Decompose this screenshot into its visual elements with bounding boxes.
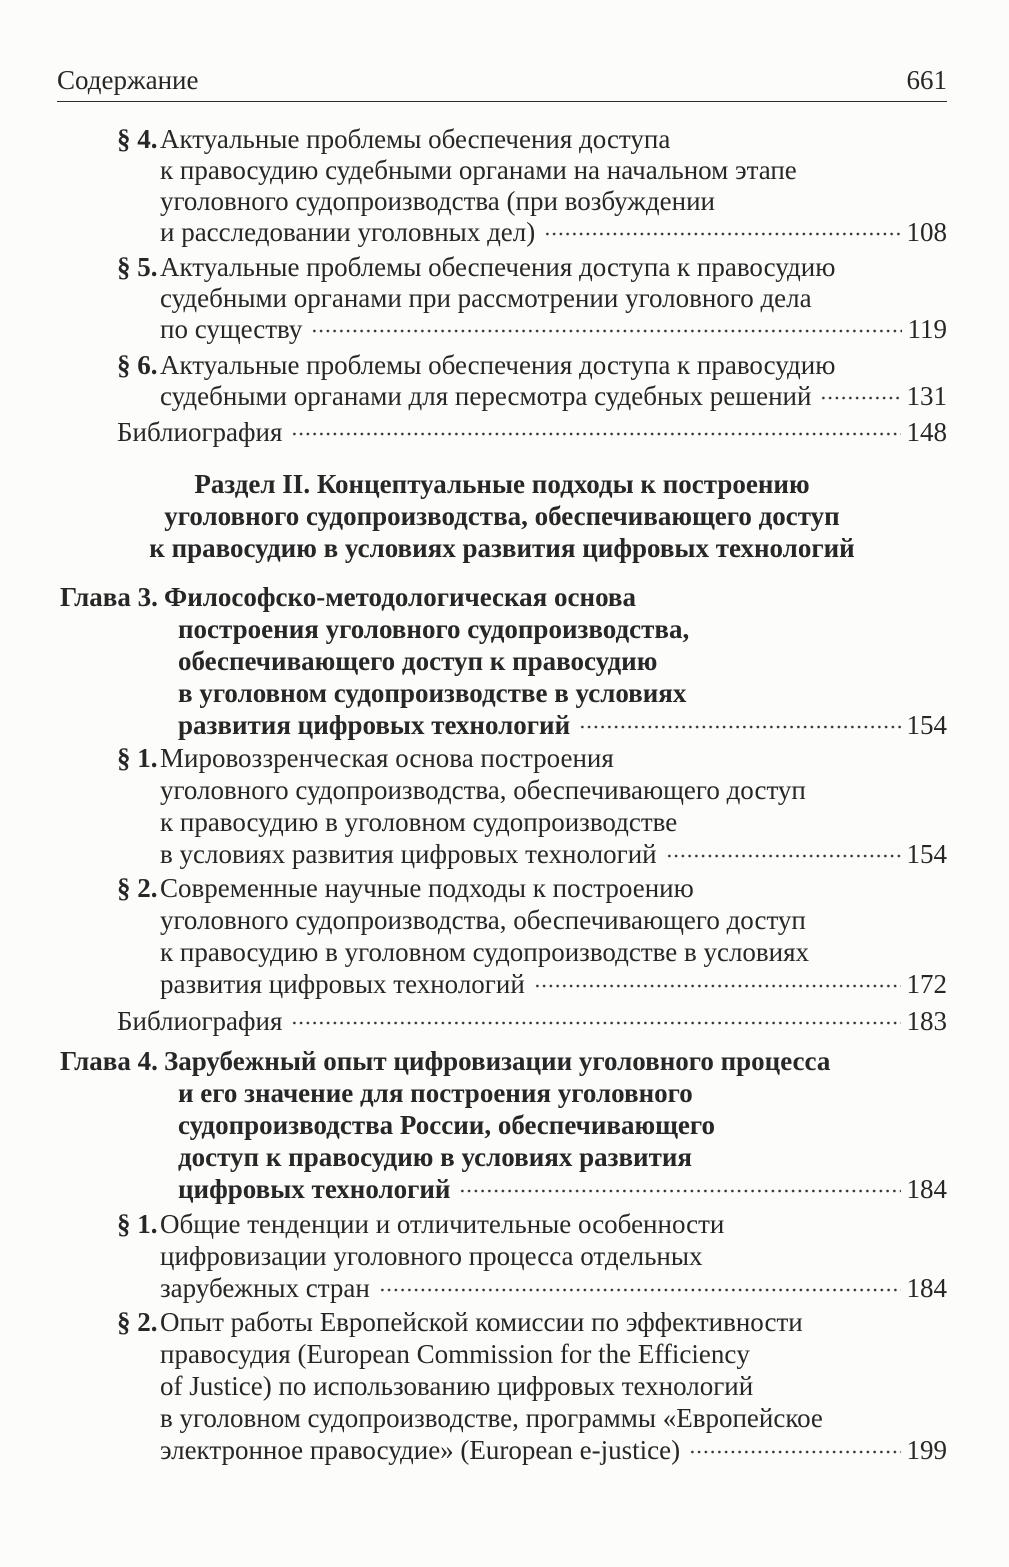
toc-page-number: 172 — [906, 969, 947, 999]
paragraph-title-text: Общие тенденции и отличительные особенности — [160, 1209, 725, 1239]
paragraph-number: § 5. — [117, 252, 158, 282]
toc-bibliography — [0, 1005, 1009, 1037]
dot-leader — [459, 1173, 900, 1205]
toc-chapter-3-paragraph-1 — [0, 742, 1009, 870]
paragraph-title-line: цифровизации уголовного процесса отдельных — [160, 1241, 703, 1271]
chapter-title-line — [0, 1045, 1009, 1077]
toc-page-number: 184 — [906, 1174, 947, 1204]
toc-paragraph-6 — [0, 350, 1009, 412]
toc-paragraph-4 — [0, 124, 1009, 248]
paragraph-title-text: Современные научные подходы к построению — [160, 873, 694, 903]
paragraph-title-line — [0, 1272, 1009, 1304]
paragraph-title-line — [0, 1434, 1009, 1466]
paragraph-title-line: к правосудию судебными органами на начальном этапе — [160, 155, 797, 185]
toc-page-number: 119 — [907, 314, 947, 344]
dot-leader — [579, 709, 900, 741]
paragraph-title-text: электронное правосудие» (European e-justice) — [160, 1435, 681, 1465]
chapter-title-line: и его значение для построения уголовного — [178, 1078, 693, 1108]
paragraph-title-text: судебными органами для пересмотра судебных решений — [160, 381, 812, 411]
paragraph-title-line: уголовного судопроизводства (при возбуждении — [160, 186, 715, 216]
paragraph-number: § 4. — [117, 124, 158, 154]
paragraph-title-line — [0, 838, 1009, 870]
chapter-title-text: развития цифровых технологий — [178, 710, 571, 740]
paragraph-number: § 1. — [117, 743, 158, 773]
paragraph-title-line — [0, 1208, 1009, 1240]
paragraph-title-line — [0, 217, 1009, 248]
dot-leader — [534, 968, 901, 1000]
section-heading-line: уголовного судопроизводства, обеспечивающего доступ — [164, 501, 840, 531]
dot-leader — [379, 1272, 901, 1304]
paragraph-title-text: Актуальные проблемы обеспечения доступа — [160, 124, 671, 154]
section-heading-line: Раздел II. Концептуальные подходы к построению — [194, 469, 810, 499]
paragraph-title-text: Актуальные проблемы обеспечения доступа к правосудию — [160, 350, 836, 380]
toc-bibliography — [0, 417, 1009, 448]
chapter-title-text: Философско-методологическая основа — [164, 582, 636, 612]
paragraph-title-line: к правосудию в уголовном судопроизводстве — [160, 807, 678, 837]
paragraph-title-line: судебными органами при рассмотрении уголовного дела — [160, 283, 812, 313]
toc-page-number: 199 — [906, 1435, 947, 1465]
toc-page-number: 183 — [906, 1006, 947, 1036]
chapter-title-line: судопроизводства России, обеспечивающего — [178, 1110, 715, 1140]
dot-leader — [820, 381, 900, 412]
paragraph-title-line — [0, 252, 1009, 283]
paragraph-title-line: уголовного судопроизводства, обеспечивающего доступ — [160, 775, 806, 805]
chapter-title-line: доступ к правосудию в условиях развития — [178, 1142, 693, 1172]
chapter-title-line — [0, 1173, 1009, 1205]
paragraph-title-line — [0, 381, 1009, 412]
dot-leader — [291, 1005, 900, 1037]
toc-page-number: 131 — [906, 381, 947, 411]
paragraph-title-line — [0, 968, 1009, 1000]
chapter-number: Глава 3. — [60, 582, 158, 612]
paragraph-title-text: по существу — [160, 314, 303, 344]
paragraph-title-text: Актуальные проблемы обеспечения доступа к правосудию — [160, 252, 836, 282]
paragraph-number: § 1. — [117, 1209, 158, 1239]
toc-page-number: 154 — [906, 710, 947, 740]
chapter-title-line: построения уголовного судопроизводства, — [178, 614, 690, 644]
paragraph-title-line — [0, 742, 1009, 774]
toc-page-number: 154 — [906, 839, 947, 869]
paragraph-title-text: в условиях развития цифровых технологий — [160, 839, 657, 869]
paragraph-title-text: Мировоззренческая основа построения — [160, 743, 614, 773]
paragraph-number: § 6. — [117, 350, 158, 380]
chapter-title-line: в уголовном судопроизводстве в условиях — [178, 678, 687, 708]
page-number: 661 — [906, 65, 947, 95]
dot-leader — [311, 314, 901, 345]
dot-leader — [291, 417, 900, 448]
bibliography-line — [0, 417, 1009, 448]
toc-page-number: 184 — [906, 1273, 947, 1303]
toc-page-number: 148 — [906, 417, 947, 447]
paragraph-title-text: зарубежных стран — [160, 1273, 370, 1303]
dot-leader — [689, 1434, 900, 1466]
toc-chapter-4 — [0, 1045, 1009, 1205]
dot-leader — [666, 838, 901, 870]
paragraph-title-line: уголовного судопроизводства, обеспечивающего доступ — [160, 905, 806, 935]
running-header-title: Содержание — [57, 65, 199, 95]
section-heading — [0, 468, 1009, 564]
toc-chapter-3-paragraph-2 — [0, 872, 1009, 1000]
paragraph-title-line: в уголовном судопроизводстве, программы «Европейское — [160, 1403, 823, 1433]
toc-chapter-4-paragraph-2 — [0, 1306, 1009, 1466]
toc-paragraph-5 — [0, 252, 1009, 345]
paragraph-title-text: развития цифровых технологий — [160, 969, 525, 999]
chapter-number: Глава 4. — [60, 1046, 158, 1076]
paragraph-title-line — [0, 872, 1009, 904]
toc-chapter-4-paragraph-1 — [0, 1208, 1009, 1304]
paragraph-title-line: к правосудию в уголовном судопроизводстве в условиях — [160, 937, 810, 967]
toc-chapter-3 — [0, 581, 1009, 741]
chapter-title-line — [0, 581, 1009, 613]
paragraph-title-line — [0, 124, 1009, 155]
bibliography-line — [0, 1005, 1009, 1037]
chapter-title-line — [0, 709, 1009, 741]
section-heading-line: к правосудию в условиях развития цифровых технологий — [149, 533, 855, 563]
toc-page-number: 108 — [906, 217, 947, 247]
paragraph-title-line — [0, 350, 1009, 381]
paragraph-number: § 2. — [117, 1307, 158, 1337]
bibliography-title: Библиография — [117, 417, 283, 447]
dot-leader — [544, 217, 900, 248]
chapter-title-text: цифровых технологий — [178, 1174, 451, 1204]
chapter-title-line: обеспечивающего доступ к правосудию — [178, 646, 658, 676]
running-header — [57, 62, 947, 102]
paragraph-title-text: Опыт работы Европейской комиссии по эффективности — [160, 1307, 803, 1337]
bibliography-title: Библиография — [117, 1006, 283, 1036]
chapter-title-text: Зарубежный опыт цифровизации уголовного процесса — [164, 1046, 831, 1076]
paragraph-title-text: и расследовании уголовных дел) — [160, 217, 536, 247]
paragraph-title-line: of Justice) по использованию цифровых технологий — [160, 1371, 754, 1401]
paragraph-title-line: правосудия (European Commission for the Efficiency — [160, 1339, 750, 1369]
paragraph-title-line — [0, 314, 1009, 345]
paragraph-title-line — [0, 1306, 1009, 1338]
paragraph-number: § 2. — [117, 873, 158, 903]
